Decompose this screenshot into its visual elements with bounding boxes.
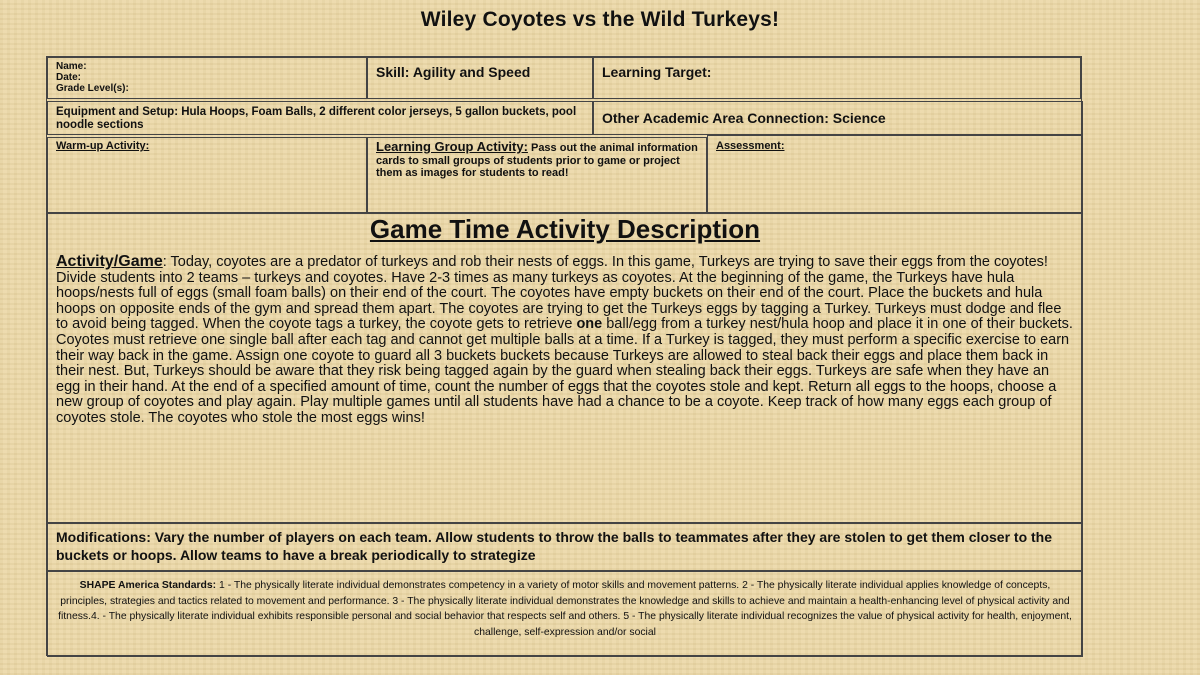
- date-label: Date:: [56, 72, 82, 83]
- skill-label: Skill: Agility and Speed: [376, 64, 531, 80]
- game-description-text: [56, 254, 1074, 427]
- modifications-box: [47, 523, 1083, 571]
- modifications-text: Modifications: Vary the number of players on each team. Allow students to throw the balls to teammates after they are stolen to get them closer to the buckets or hoops. Allow teams to have a break periodically to strategize: [56, 529, 1053, 563]
- academic-connection-box: [593, 101, 1083, 135]
- standards-text: 1 - The physically literate individual demonstrates competency in a variety of motor skills and movement patterns. 2 - The physically literate individual applies knowledge of concepts, principles, strategies and tactics related to movement and performance. 3 - The physically literate individual demonstrates the knowledge and skills to achieve and maintain a health-enhancing level of physical activity and fitness.4. - The physically literate individual exhibits responsible personal and social behavior that respects self and others. 5 - The physically literate individual recognizes the value of physical activity for health, enjoyment, challenge, self-expression and/or social: [58, 580, 1072, 638]
- grade-level-label: Grade Level(s):: [56, 83, 129, 94]
- standards-label: SHAPE America Standards:: [79, 580, 217, 591]
- game-text-emphasis: one: [576, 316, 603, 333]
- name-label: Name:: [56, 61, 87, 72]
- game-heading: Game Time Activity Description: [369, 214, 761, 244]
- warmup-label: Warm-up Activity:: [56, 140, 150, 152]
- activity-game-label: Activity/Game: [56, 253, 163, 270]
- learning-group-label: Learning Group Activity:: [376, 139, 528, 154]
- skill-box: [367, 57, 593, 99]
- learning-group-box: [367, 137, 707, 213]
- name-date-grade-box: [47, 57, 367, 99]
- assessment-label: Assessment:: [716, 140, 785, 152]
- academic-connection-text: Other Academic Area Connection: Science: [602, 110, 886, 126]
- equipment-text: Equipment and Setup: Hula Hoops, Foam Balls, 2 different color jerseys, 5 gallon buckets, pool noodle sections: [56, 106, 577, 131]
- learning-target-label: Learning Target:: [602, 64, 712, 80]
- standards-box: [47, 571, 1083, 657]
- equipment-box: [47, 101, 593, 135]
- game-description-box: [47, 213, 1083, 523]
- learning-group-text: Pass out the animal information cards to small groups of students prior to game or project them as images for students to read!: [376, 142, 698, 179]
- lesson-plan-sheet: [46, 56, 1082, 656]
- document-title: Wiley Coyotes vs the Wild Turkeys!: [420, 8, 780, 31]
- game-text-part1: : Today, coyotes are a predator of turkeys and rob their nests of eggs. In this game, Turkeys are trying to save their eggs from the coyotes! Divide students into 2 teams – turkeys and coyotes. Have 2-3 times as many turkeys as coyotes. At the beginning of the game, the Turkeys have hula hoops/nests full of eggs (small foam balls) on their end of the court. The coyotes have empty buckets on their end of the court. Place the buckets and hula hoops on opposite ends of the gym and spread them apart. The coyotes are trying to get the Turkeys eggs by tagging a Turkey. Turkeys must dodge and flee to avoid being tagged. When the coyote tags a turkey, the coyote gets to retrieve: [56, 254, 1062, 333]
- assessment-box: [707, 135, 1083, 213]
- learning-target-box: [593, 57, 1081, 99]
- warmup-box: [47, 137, 367, 213]
- game-text-part2: ball/egg from a turkey nest/hula hoop and place it in one of their buckets. Coyotes must retrieve one single ball after each tag and cannot get multiple balls at a time. If a Turkey is tagged, they must perform a specific exercise to earn their way back in the game. Assign one coyote to guard all 3 buckets buckets because Turkeys are allowed to steal back their eggs and place them back in their nest. But, Turkeys should be aware that they risk being tagged again by the guard when stealing back their eggs. Turkeys are safe when they have an egg in their hand. At the end of a specified amount of time, count the number of eggs that the coyotes stole and kept. Return all eggs to the hoops, choose a new group of coyotes and play again. Play multiple games until all students have had a chance to be a coyote. Keep track of how many eggs each group of coyotes stole. The coyotes who stole the most eggs wins!: [56, 316, 1073, 426]
